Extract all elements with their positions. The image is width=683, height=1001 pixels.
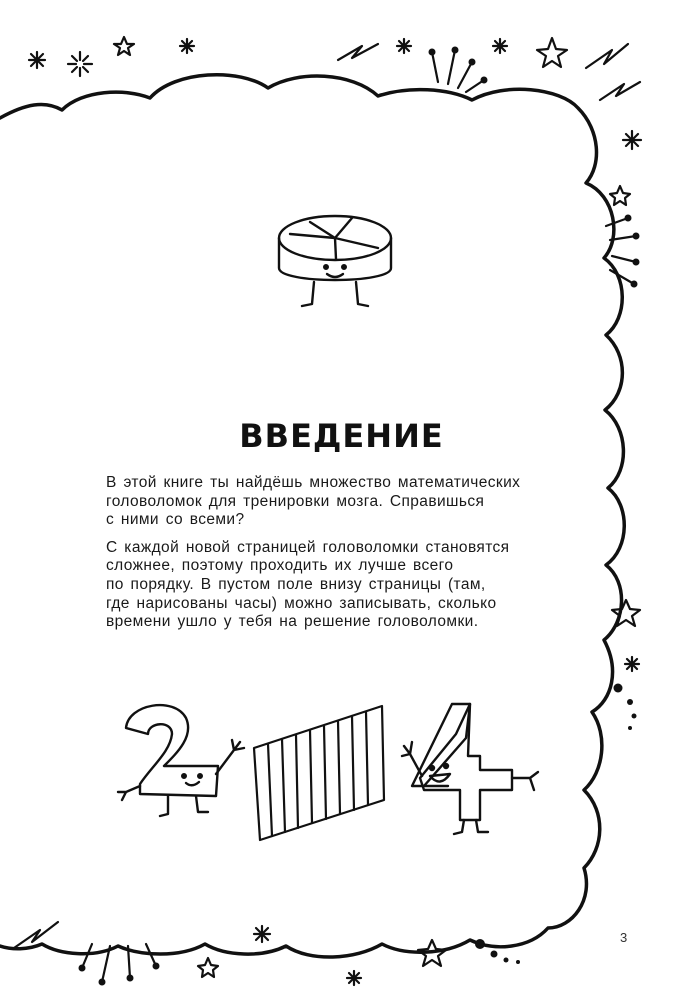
- text-line: времени ушло у тебя на решение головоломки.: [106, 613, 479, 631]
- text-line: головоломок для тренировки мозга. Справишься: [106, 492, 485, 510]
- text-line: В этой книге ты найдёшь множество математических: [106, 474, 521, 491]
- text-line: где нарисованы часы) можно записывать, сколько: [106, 594, 497, 612]
- cheese-wheel-illustration: [270, 212, 400, 316]
- number-two-character: [112, 696, 252, 820]
- intro-paragraph-1: [106, 474, 581, 530]
- lightning-icon: [338, 44, 378, 60]
- text-line: по порядку. В пустом поле внизу страницы (там,: [106, 575, 486, 593]
- lightning-icon: [586, 44, 628, 68]
- sparkle-icon: [493, 39, 507, 53]
- star-icon: [198, 958, 218, 977]
- number-four-character: [400, 698, 550, 838]
- sparkle-icon: [180, 39, 194, 53]
- sparkle-icon: [397, 39, 411, 53]
- text-line: с ними со всеми?: [106, 511, 245, 529]
- sparkle-icon: [254, 926, 270, 942]
- star-icon: [114, 37, 134, 55]
- intro-paragraph-2: [106, 539, 581, 632]
- page-number: 3: [620, 930, 628, 945]
- sparkle-icon: [347, 971, 361, 985]
- text-line: сложнее, поэтому проходить их лучше всего: [106, 557, 454, 575]
- sparkle-icon: [625, 657, 639, 671]
- sparkle-icon: [68, 52, 92, 76]
- text-line: С каждой новой страницей головоломки становятся: [106, 538, 510, 556]
- lightning-icon: [14, 922, 58, 948]
- striped-block: [250, 704, 390, 844]
- intro-text: [106, 474, 581, 641]
- sparkle-icon: [623, 131, 641, 149]
- page-title: ВВЕДЕНИЕ: [239, 417, 444, 455]
- star-icon: [610, 186, 630, 205]
- lightning-icon: [600, 82, 640, 100]
- star-icon: [537, 38, 567, 67]
- sparkle-icon: [29, 52, 45, 68]
